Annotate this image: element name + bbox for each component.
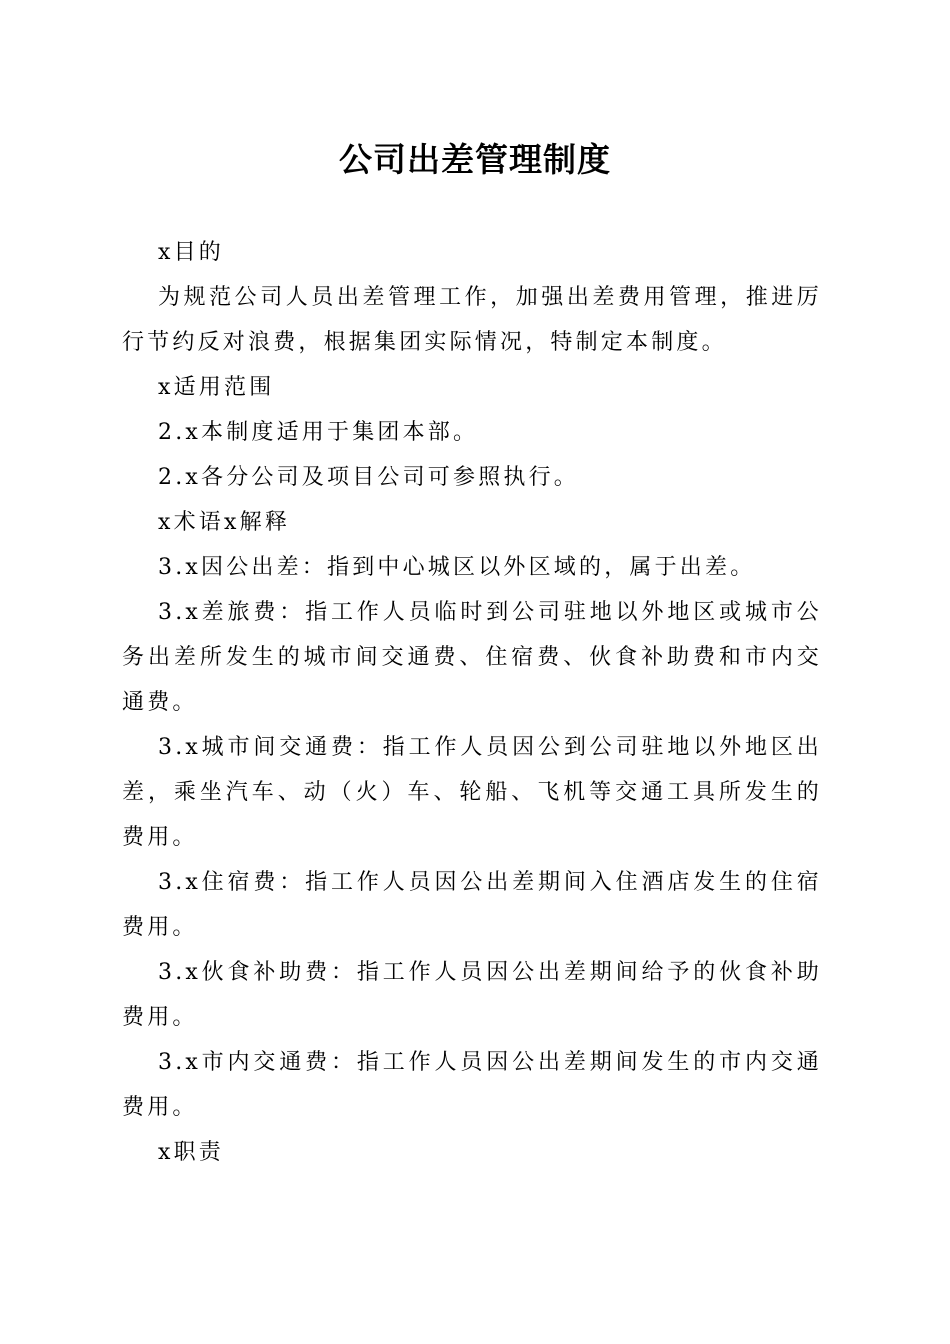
clause-term-intercity-transport: 3.x城市间交通费：指工作人员因公到公司驻地以外地区出差，乘坐汽车、动（火）车、轮船、飞机等交通工具所发生的费用。 — [122, 735, 822, 850]
clause-term-local-transport: 3.x市内交通费：指工作人员因公出差期间发生的市内交通费用。 — [122, 1050, 822, 1120]
clause-scope-1: 2.x本制度适用于集团本部。 — [158, 420, 479, 445]
clause-term-travel-expenses: 3.x差旅费：指工作人员临时到公司驻地以外地区或城市公务出差所发生的城市间交通费、住宿费、伙食补助费和市内交通费。 — [122, 600, 822, 715]
clause-term-business-trip: 3.x因公出差：指到中心城区以外区域的，属于出差。 — [158, 555, 756, 580]
clause-term-meal-allowance: 3.x伙食补助费：指工作人员因公出差期间给予的伙食补助费用。 — [122, 960, 822, 1030]
clause-term-accommodation: 3.x住宿费：指工作人员因公出差期间入住酒店发生的住宿费用。 — [122, 870, 822, 940]
document-body — [122, 230, 822, 1175]
clause-scope-2: 2.x各分公司及项目公司可参照执行。 — [158, 465, 579, 490]
document-title: 公司出差管理制度 — [339, 140, 611, 179]
section-heading-purpose: x目的 — [158, 240, 225, 265]
section-heading-responsibilities: x职责 — [158, 1140, 225, 1165]
section-heading-scope: x适用范围 — [158, 375, 275, 400]
paragraph-purpose: 为规范公司人员出差管理工作，加强出差费用管理，推进厉行节约反对浪费，根据集团实际情况，特制定本制度。 — [122, 285, 822, 355]
section-heading-terms: x术语x解释 — [158, 510, 291, 535]
